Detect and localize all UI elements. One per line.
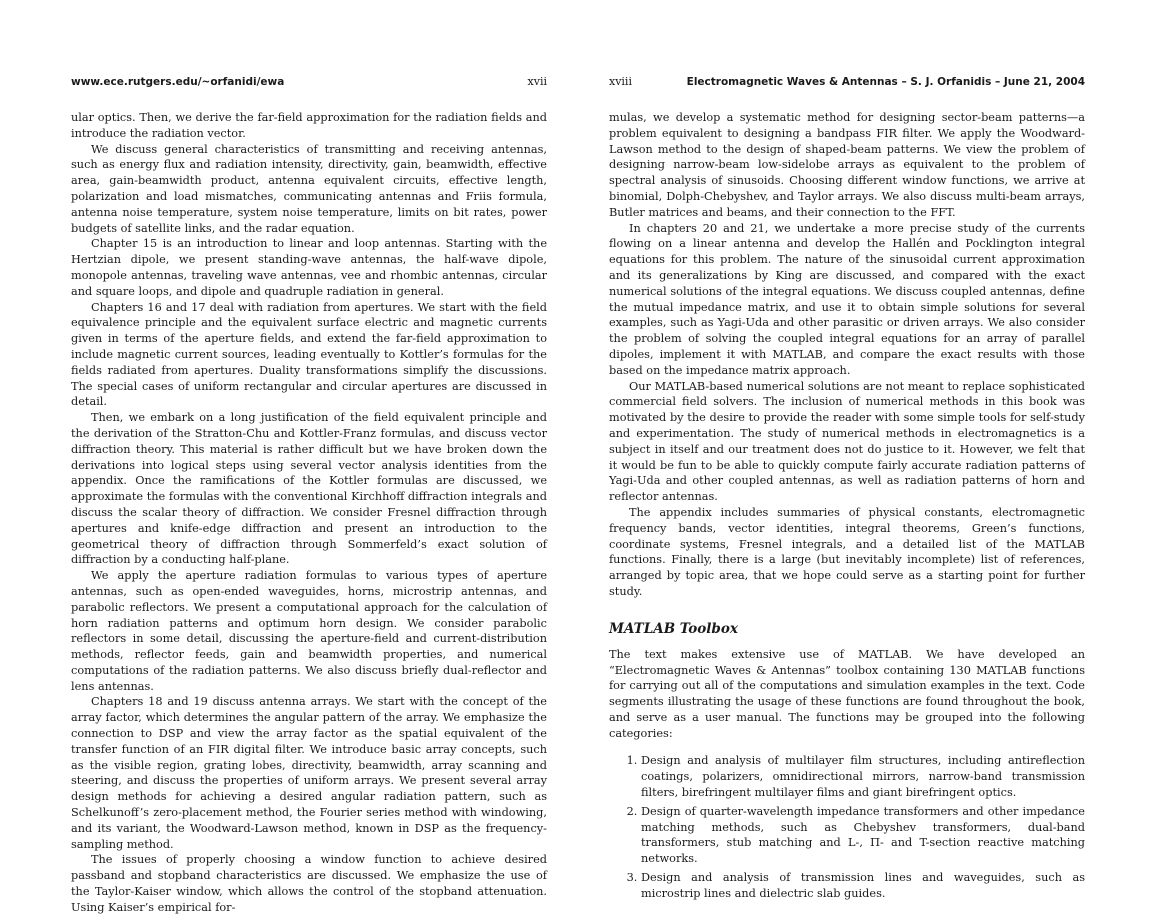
left-page: [71, 0, 547, 914]
header-title: Electromagnetic Waves & Antennas – S. J. Orfanidis – June 21, 2004: [686, 76, 1085, 88]
right-page: [609, 0, 1085, 900]
paragraph: In chapters 20 and 21, we undertake a more precise study of the currents flowing on a linear antenna and develop the Hallén and Pocklington integral equations for this problem. The nature of the sinusoidal current approximation and its generalizations by King are discussed, and compared with the exact numerical solutions of the integral equations. We discuss coupled antennas, define the mutual impedance matrix, and use it to obtain simple solutions for several examples, such as Yagi-Uda and other parasitic or driven arrays. We also consider the problem of solving the coupled integral equations for an array of parallel dipoles, implement it with MATLAB, and compare the exact results with those based on the impedance matrix approach.: [609, 221, 1085, 377]
paragraph: ular optics. Then, we derive the far-field approximation for the radiation fields and introduce the radiation vector.: [71, 111, 547, 140]
paragraph: mulas, we develop a systematic method for designing sector-beam patterns—a problem equivalent to designing a bandpass FIR filter. We apply the Woodward-Lawson method to the design of shaped-beam patterns. We view the problem of designing narrow-beam low-sidelobe arrays as equivalent to the problem of spectral analysis of sinusoids. Choosing different window functions, we arrive at binomial, Dolph-Chebyshev, and Taylor arrays. We also discuss multi-beam arrays, Butler matrices and beams, and their connection to the FFT.: [609, 111, 1085, 219]
header-url[interactable]: www.ece.rutgers.edu/~orfanidi/ewa: [71, 76, 285, 88]
right-page-header: [609, 74, 1085, 90]
page-number-right: xviii: [609, 75, 632, 88]
paragraph: The appendix includes summaries of physical constants, electromagnetic frequency bands, vector identities, integral theorems, Green’s functions, coordinate systems, Fresnel integrals, and a detailed list of the MATLAB functions. Finally, there is a large (but inevitably incomplete) list of references, arranged by topic area, that we hope could serve as a starting point for further study.: [609, 505, 1085, 598]
page-number-left: xvii: [527, 75, 547, 88]
list-item: 1. Design and analysis of multilayer film structures, including antireflection coatings, polarizers, omnidirectional mirrors, narrow-band transmission filters, birefringent multilayer films and giant birefringent optics.: [641, 753, 1085, 800]
list-item: 3. Design and analysis of transmission lines and waveguides, such as microstrip lines and dielectric slab guides.: [641, 870, 1085, 902]
left-page-header: [71, 74, 547, 90]
paragraph: Chapter 15 is an introduction to linear and loop antennas. Starting with the Hertzian dipole, we present standing-wave antennas, the half-wave dipole, monopole antennas, traveling wave antennas, vee and rhombic antennas, circular and square loops, and dipole and quadruple radiation in general.: [71, 237, 547, 298]
right-page-body: [609, 110, 1085, 905]
paragraph: The text makes extensive use of MATLAB. We have developed an “Electromagnetic Waves & Antennas” toolbox containing 130 MATLAB functions for carrying out all of the computations and simulation examples in the text. Code segments illustrating the usage of these functions are found throughout the book, and serve as a user manual. The functions may be grouped into the following categories:: [609, 647, 1085, 740]
paragraph: Chapters 16 and 17 deal with radiation from apertures. We start with the field equivalence principle and the equivalent surface electric and magnetic currents given in terms of the aperture fields, and extend the far-field approximation to include magnetic current sources, leading eventually to Kottler’s formulas for the fields radiated from apertures. Duality transformations simplify the discussions. The special cases of uniform rectangular and circular apertures are discussed in detail.: [71, 300, 547, 409]
paragraph: Then, we embark on a long justification of the field equivalent principle and the derivation of the Stratton-Chu and Kottler-Franz formulas, and discuss vector diffraction theory. This material is rather difficult but we have broken down the derivations into logical steps using several vector analysis identities from the appendix. Once the ramifications of the Kottler formulas are discussed, we approximate the formulas with the conventional Kirchhoff diffraction integrals and discuss the scalar theory of diffraction. We consider Fresnel diffraction through apertures and knife-edge diffraction and present an introduction to the geometrical theory of diffraction through Sommerfeld’s exact solution of diffraction by a conducting half-plane.: [71, 411, 547, 567]
paragraph: We discuss general characteristics of transmitting and receiving antennas, such as energy flux and radiation intensity, directivity, gain, beamwidth, effective area, gain-beamwidth product, antenna equivalent circuits, effective length, polarization and load mismatches, communicating antennas and Friis formula, antenna noise temperature, system noise temperature, limits on bit rates, power budgets of satellite links, and the radar equation.: [71, 142, 547, 235]
category-list: [609, 753, 1085, 901]
paragraph: Our MATLAB-based numerical solutions are not meant to replace sophisticated commercial field solvers. The inclusion of numerical methods in this book was motivated by the desire to provide the reader with some simple tools for self-study and experimentation. The study of numerical methods in electromagnetics is a subject in itself and our treatment does not do justice to it. However, we felt that it would be fun to be able to quickly compute fairly accurate radiation patterns of Yagi-Uda and other coupled antennas, as well as radiation patterns of horn and reflector antennas.: [609, 379, 1085, 504]
section-heading: MATLAB Toolbox: [609, 620, 738, 637]
paragraph: Chapters 18 and 19 discuss antenna arrays. We start with the concept of the array factor, which determines the angular pattern of the array. We emphasize the connection to DSP and view the array factor as the spatial equivalent of the transfer function of an FIR digital filter. We introduce basic array concepts, such as the visible region, grating lobes, directivity, beamwidth, array scanning and steering, and discuss the properties of uniform arrays. We present several array design methods for achieving a desired angular radiation pattern, such as Schelkunoff’s zero-placement method, the Fourier series method with windowing, and its variant, the Woodward-Lawson method, known in DSP as the frequency-sampling method.: [71, 695, 547, 851]
list-item: 2. Design of quarter-wavelength impedance transformers and other impedance matching methods, such as Chebyshev transformers, dual-band transformers, stub matching and L-, Π- and T-section reactive matching networks.: [641, 804, 1085, 867]
paragraph: We apply the aperture radiation formulas to various types of aperture antennas, such as open-ended waveguides, horns, microstrip antennas, and parabolic reflectors. We present a computational approach for the calculation of horn radiation patterns and optimum horn design. We consider parabolic reflectors in some detail, discussing the aperture-field and current-distribution methods, reflector feeds, gain and beamwidth properties, and numerical computations of the radiation patterns. We also discuss briefly dual-reflector and lens antennas.: [71, 569, 547, 693]
paragraph: The issues of properly choosing a window function to achieve desired passband and stopband characteristics are discussed. We emphasize the use of the Taylor-Kaiser window, which allows the control of the stopband attenuation. Using Kaiser’s empirical for-: [71, 853, 547, 914]
left-page-body: [71, 110, 547, 916]
